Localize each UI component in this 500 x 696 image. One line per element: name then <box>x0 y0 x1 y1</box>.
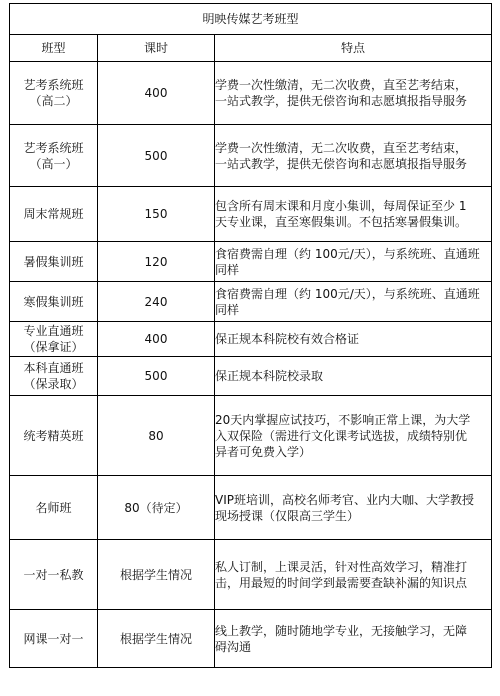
row-features-line: 一站式教学，提供无偿咨询和志愿填报指导服务 <box>215 156 468 171</box>
title-row <box>10 4 492 35</box>
row-type-line: 本科直通班 <box>23 361 84 375</box>
row-type-line: 艺考系统班 <box>23 140 84 155</box>
row-features-line: 同样 <box>215 262 240 277</box>
row-features-cell <box>215 125 492 187</box>
row-features-line: 天专业课，直至寒假集训。不包括寒暑假集训。 <box>215 215 468 229</box>
row-type-line: 网课一对一 <box>23 631 84 646</box>
table-row <box>10 476 492 540</box>
row-type-cell <box>10 187 98 242</box>
row-features-cell <box>215 610 492 668</box>
row-features-cell <box>215 187 492 242</box>
table-row <box>10 125 492 187</box>
row-features-line: 碍沟通 <box>215 639 252 654</box>
table-row <box>10 540 492 610</box>
row-hours-cell: 400 <box>98 322 215 357</box>
row-features-line: 保正规本科院校有效合格证 <box>215 332 360 346</box>
row-type-cell <box>10 125 98 187</box>
table-row <box>10 357 492 396</box>
row-features-cell <box>215 322 492 357</box>
row-type-cell <box>10 610 98 668</box>
row-hours-cell: 150 <box>98 187 215 242</box>
row-type-line: （高二） <box>29 94 78 108</box>
row-features-cell <box>215 282 492 322</box>
row-hours-cell: 240 <box>98 282 215 322</box>
table-row <box>10 62 492 125</box>
row-type-line: 专业直通班 <box>23 324 84 338</box>
row-features-cell <box>215 540 492 610</box>
row-hours-cell: 120 <box>98 242 215 282</box>
header-features: 特点 <box>215 35 492 62</box>
header-hours: 课时 <box>98 35 215 62</box>
row-type-cell <box>10 282 98 322</box>
row-features-line: 异者可免费入学） <box>215 444 312 459</box>
row-features-line: 线上教学，随时随地学专业，无接触学习，无障 <box>215 623 468 638</box>
header-row <box>10 35 492 62</box>
row-type-line: （高一） <box>29 156 78 171</box>
row-type-cell <box>10 62 98 125</box>
row-features-line: 学费一次性缴清，无二次收费，直至艺考结束， <box>215 78 468 92</box>
row-hours-cell: 80 <box>98 396 215 476</box>
row-type-line: 统考精英班 <box>23 428 84 443</box>
table-row <box>10 187 492 242</box>
row-features-cell <box>215 62 492 125</box>
row-type-cell <box>10 322 98 357</box>
table-row <box>10 282 492 322</box>
row-type-cell <box>10 540 98 610</box>
row-type-line: （保拿证） <box>23 340 84 354</box>
row-features-line: 20天内掌握应试技巧，不影响正常上课，为大学 <box>215 412 471 427</box>
class-types-table <box>9 3 492 668</box>
row-features-line: 食宿费需自理（约 100元/天），与系统班、直通班 <box>215 286 480 301</box>
row-type-cell <box>10 476 98 540</box>
row-type-line: 暑假集训班 <box>23 254 84 269</box>
table-row <box>10 322 492 357</box>
row-features-line: 同样 <box>215 302 240 317</box>
row-features-line: 入双保险（需进行文化课考试选拔，成绩特别优 <box>215 428 468 443</box>
row-type-line: 周末常规班 <box>23 207 84 221</box>
table-title: 明映传媒艺考班型 <box>10 4 492 35</box>
row-features-line: 一站式教学，提供无偿咨询和志愿填报指导服务 <box>215 94 468 108</box>
row-features-line: VIP班培训，高校名师考官、业内大咖、大学教授 <box>215 492 474 507</box>
row-hours-cell: 80（待定） <box>98 476 215 540</box>
row-features-line: 击，用最短的时间学到最需要查缺补漏的知识点 <box>215 575 468 590</box>
row-type-line: 寒假集训班 <box>23 294 84 309</box>
row-features-line: 包含所有周末课和月度小集训，每周保证至少 1 <box>215 199 467 213</box>
row-hours-cell: 400 <box>98 62 215 125</box>
table-row <box>10 610 492 668</box>
row-features-line: 保正规本科院校录取 <box>215 369 324 383</box>
row-type-line: 名师班 <box>35 500 72 515</box>
row-hours-cell: 500 <box>98 357 215 396</box>
row-hours-cell: 根据学生情况 <box>98 610 215 668</box>
row-type-line: （保录取） <box>23 377 84 391</box>
row-type-line: 艺考系统班 <box>23 78 84 92</box>
row-hours-cell: 500 <box>98 125 215 187</box>
row-features-cell <box>215 242 492 282</box>
header-type: 班型 <box>10 35 98 62</box>
row-features-line: 现场授课（仅限高三学生） <box>215 508 360 523</box>
row-hours-cell: 根据学生情况 <box>98 540 215 610</box>
row-features-line: 学费一次性缴清，无二次收费，直至艺考结束， <box>215 140 468 155</box>
table-row <box>10 396 492 476</box>
row-type-cell <box>10 357 98 396</box>
row-type-cell <box>10 242 98 282</box>
row-features-cell <box>215 396 492 476</box>
row-type-cell <box>10 396 98 476</box>
row-type-line: 一对一私教 <box>23 567 84 582</box>
row-features-cell <box>215 476 492 540</box>
table-row <box>10 242 492 282</box>
row-features-line: 私人订制，上课灵活，针对性高效学习，精准打 <box>215 559 468 574</box>
row-features-line: 食宿费需自理（约 100元/天），与系统班、直通班 <box>215 246 480 261</box>
row-features-cell <box>215 357 492 396</box>
